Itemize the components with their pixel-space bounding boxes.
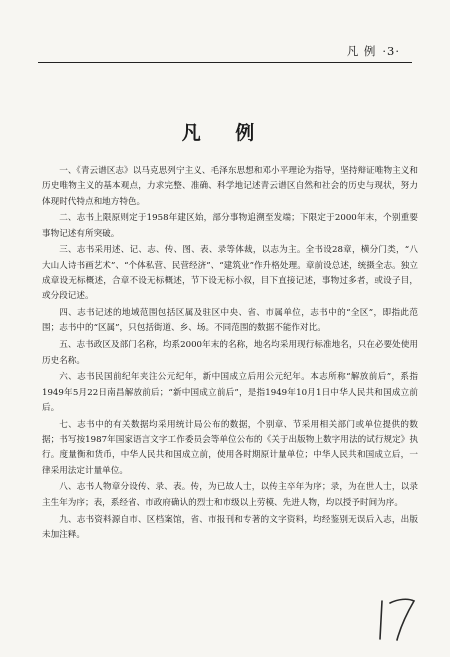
paragraph-6: 六、志书民国前纪年夹注公元纪年，新中国成立后用公元纪年。本志所称“解放前后”，系指1949年5月22日南昌解放前后；“新中国成立前后”，是指1949年10月1日中华人民共和国成立前后。 [42,372,418,413]
paragraph-4: 四、志书记述的地域范围包括区属及驻区中央、省、市属单位，志书中的“全区”，即指此范围；志书中的“区属”，只包括街道、乡、场。不同范围的数据不能作对比。 [42,308,418,334]
paragraph-9: 九、志书资料源自市、区档案馆，省、市报刊和专著的文字资料，均经鉴别无误后入志，出版未加注释。 [42,514,418,540]
handwritten-number-mark [374,595,420,643]
paragraph-8: 八、志书人物章分设传、录、表。传，为已故人士，以传主卒年为序；录，为在世人士，以录主生年为序；表，系经省、市政府确认的烈士和市级以上劳模、先进人物，均以授予时间为序。 [42,482,418,508]
body-text [42,164,418,545]
page-title: 凡 例 [181,122,269,144]
paragraph-2: 二、志书上限原则定于1958年建区始，部分事物追溯至发端；下限定于2000年末，个别重要事物记述有所突破。 [42,213,418,239]
running-header [347,43,400,59]
paragraph-5: 五、志书政区及部门名称，均系2000年末的名称，地名均采用现行标准地名，只在必要处使用历史名称。 [42,340,418,366]
header-page-number: ·3· [382,44,400,58]
header-rule [38,62,412,63]
paragraph-3: 三、志书采用述、记、志、传、图、表、录等体裁，以志为主。全书设28章，横分门类，“八大山人诗书画艺术”、“个体私营、民营经济”、“建筑业”作升格处理。章前设总述，统摄全志。独立成章设无标概述，合章不设无标概述，节下设无标小叙，目下直接记述，事物过多者，或设子目，或分段记述。 [42,245,418,302]
paragraph-7: 七、志书中的有关数据均采用统计局公布的数据，个别章、节采用相关部门或单位提供的数据；书写按1987年国家语言文字工作委员会等单位公布的《关于出版物上数字用法的试行规定》执行。度量衡和货币，中华人民共和国成立前，使用各时期原计量单位；中华人民共和国成立后，一律采用法定计量单位。 [42,419,418,476]
header-section-title: 凡 例 [346,44,377,58]
paragraph-1: 一、《青云谱区志》以马克思列宁主义、毛泽东思想和邓小平理论为指导，坚持辩证唯物主义和历史唯物主义的基本观点，力求完整、准确、科学地记述青云谱区自然和社会的历史与现状，努力体现时代特点和地方特色。 [42,166,418,207]
